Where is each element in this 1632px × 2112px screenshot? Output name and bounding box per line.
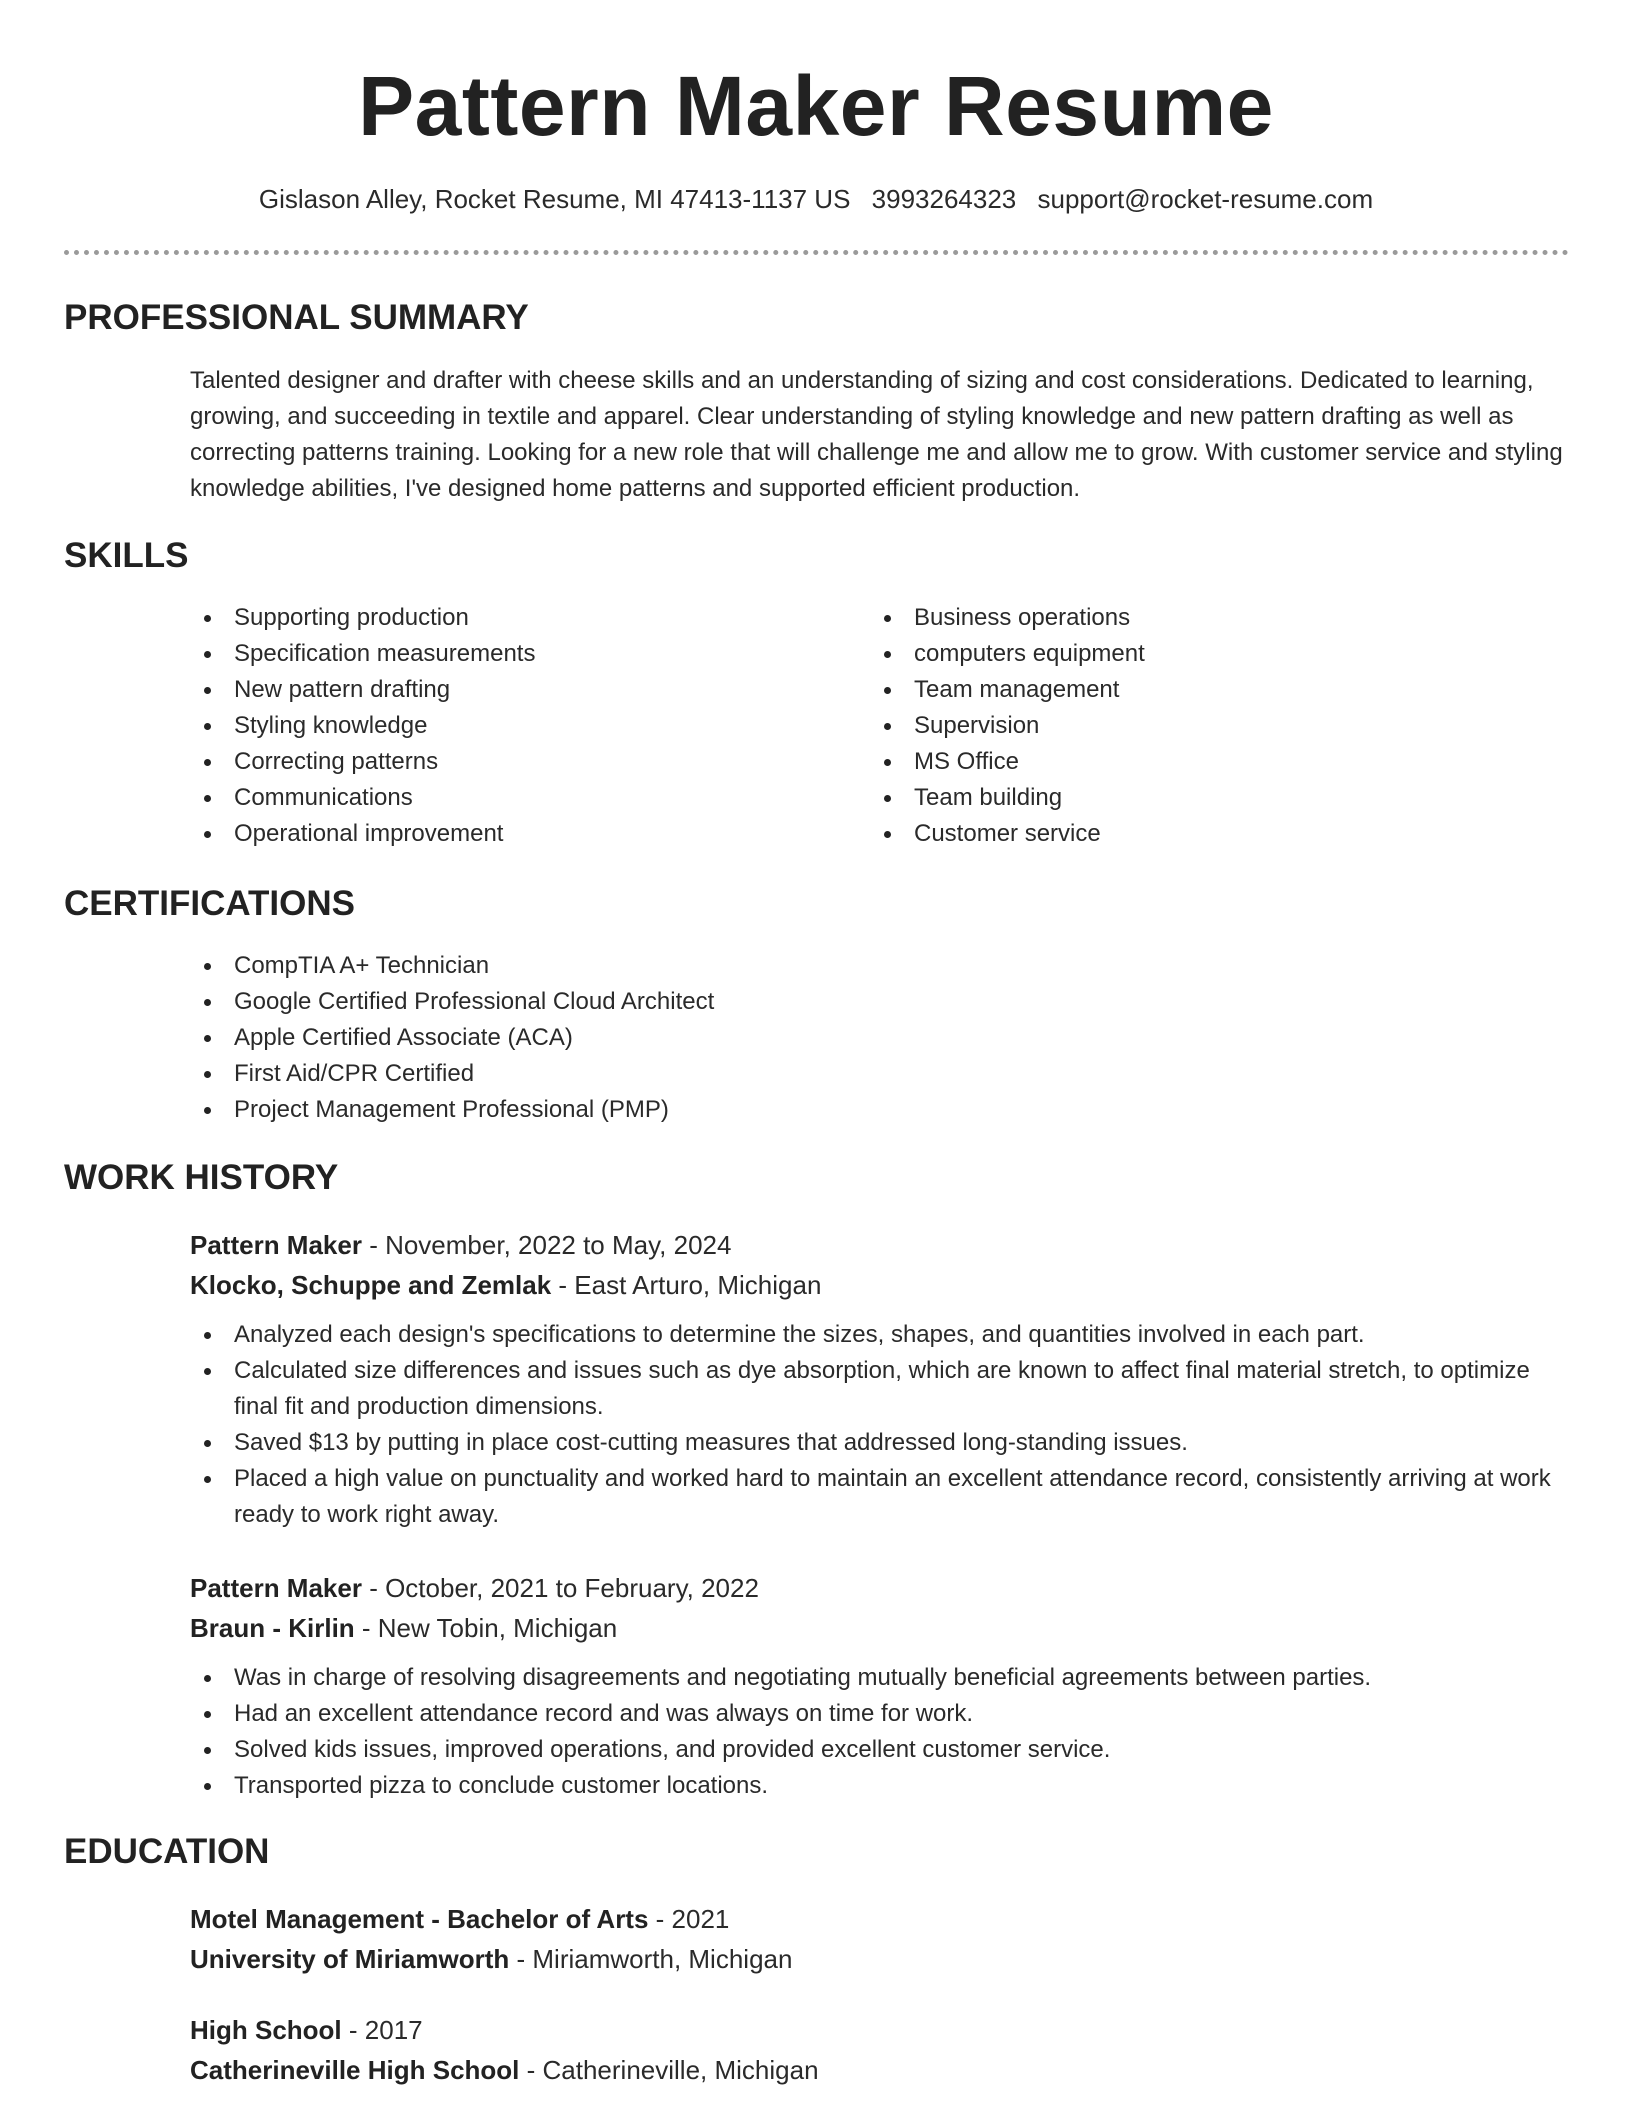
school: University of Miriamworth <box>190 1944 510 1974</box>
education-heading: EDUCATION <box>64 1832 270 1871</box>
contact-line <box>0 182 1632 216</box>
summary-text: Talented designer and drafter with cheese skills and an understanding of sizing and cost considerations. Dedicated to learning, growing, and succeeding in textile and apparel. Clear understanding of styling knowledge and new pattern drafting as well as correcting patterns training. Looking for a new role that will challenge me and allow me to grow. With customer service and styling knowledge abilities, I've designed home patterns and supported efficient production. <box>190 367 1563 502</box>
skill-item: Communications <box>190 780 810 816</box>
skills-column-right <box>870 600 1490 852</box>
certification-item: Apple Certified Associate (ACA) <box>190 1020 1580 1056</box>
school-line <box>190 2050 1580 2090</box>
skill-item: Supporting production <box>190 600 810 636</box>
job-bullet: Transported pizza to conclude customer locations. <box>190 1768 1580 1804</box>
certification-item: CompTIA A+ Technician <box>190 948 1580 984</box>
job-bullet: Was in charge of resolving disagreements and negotiating mutually beneficial agreements between parties. <box>190 1660 1580 1696</box>
page-title: Pattern Maker Resume <box>358 59 1274 153</box>
job-company: Braun - Kirlin <box>190 1613 355 1643</box>
job-location: - East Arturo, Michigan <box>551 1270 822 1300</box>
job-company-line <box>190 1608 1580 1648</box>
job-company: Klocko, Schuppe and Zemlak <box>190 1270 552 1300</box>
degree-line <box>190 2010 1580 2050</box>
school-location: - Miriamworth, Michigan <box>509 1944 793 1974</box>
degree: Motel Management - Bachelor of Arts <box>190 1904 649 1934</box>
skills-column-left <box>190 600 810 852</box>
skill-item: computers equipment <box>870 636 1490 672</box>
skill-item: Team management <box>870 672 1490 708</box>
skill-item: Team building <box>870 780 1490 816</box>
contact-address: Gislason Alley, Rocket Resume, MI 47413-1137 US <box>258 184 851 214</box>
job-bullet: Calculated size differences and issues such as dye absorption, which are known to affect final material stretch, to optimize final fit and production dimensions. <box>190 1353 1580 1425</box>
graduation-year: - 2021 <box>648 1904 730 1934</box>
job-bullet: Solved kids issues, improved operations, and provided excellent customer service. <box>190 1732 1580 1768</box>
job-bullet: Analyzed each design's specifications to determine the sizes, shapes, and quantities involved in each part. <box>190 1317 1580 1353</box>
job-company-line <box>190 1265 1580 1305</box>
contact-phone: 3993264323 <box>871 184 1017 214</box>
certification-item: Google Certified Professional Cloud Architect <box>190 984 1580 1020</box>
header-divider <box>64 250 1569 255</box>
skill-item: Business operations <box>870 600 1490 636</box>
job-dates: - November, 2022 to May, 2024 <box>361 1230 732 1260</box>
skill-item: MS Office <box>870 744 1490 780</box>
certifications-heading: CERTIFICATIONS <box>64 884 356 923</box>
job-title: Pattern Maker <box>190 1230 362 1260</box>
skill-item: New pattern drafting <box>190 672 810 708</box>
school-location: - Catherineville, Michigan <box>519 2055 819 2085</box>
job-entry <box>190 1225 1580 1533</box>
work-history-heading: WORK HISTORY <box>64 1158 339 1197</box>
certification-item: First Aid/CPR Certified <box>190 1056 1580 1092</box>
skill-item: Correcting patterns <box>190 744 810 780</box>
job-bullet: Saved $13 by putting in place cost-cutting measures that addressed long-standing issues. <box>190 1425 1580 1461</box>
certification-item: Project Management Professional (PMP) <box>190 1092 1580 1128</box>
skill-item: Styling knowledge <box>190 708 810 744</box>
school-line <box>190 1939 1580 1979</box>
skills-heading: SKILLS <box>64 536 189 575</box>
education-entry <box>190 1899 1580 1979</box>
skill-item: Specification measurements <box>190 636 810 672</box>
job-dates: - October, 2021 to February, 2022 <box>361 1573 759 1603</box>
school: Catherineville High School <box>190 2055 520 2085</box>
skill-item: Operational improvement <box>190 816 810 852</box>
job-bullet: Had an excellent attendance record and was always on time for work. <box>190 1696 1580 1732</box>
skill-item: Supervision <box>870 708 1490 744</box>
degree: High School <box>190 2015 342 2045</box>
job-title-line <box>190 1225 1580 1265</box>
education-entry <box>190 2010 1580 2090</box>
job-bullet: Placed a high value on punctuality and worked hard to maintain an excellent attendance record, consistently arriving at work ready to work right away. <box>190 1461 1580 1533</box>
job-location: - New Tobin, Michigan <box>354 1613 618 1643</box>
contact-email: support@rocket-resume.com <box>1037 184 1374 214</box>
job-title: Pattern Maker <box>190 1573 362 1603</box>
skill-item: Customer service <box>870 816 1490 852</box>
certifications-list <box>190 948 1580 1128</box>
degree-line <box>190 1899 1580 1939</box>
graduation-year: - 2017 <box>341 2015 423 2045</box>
summary-heading: PROFESSIONAL SUMMARY <box>64 298 529 337</box>
job-entry <box>190 1568 1580 1804</box>
job-title-line <box>190 1568 1580 1608</box>
